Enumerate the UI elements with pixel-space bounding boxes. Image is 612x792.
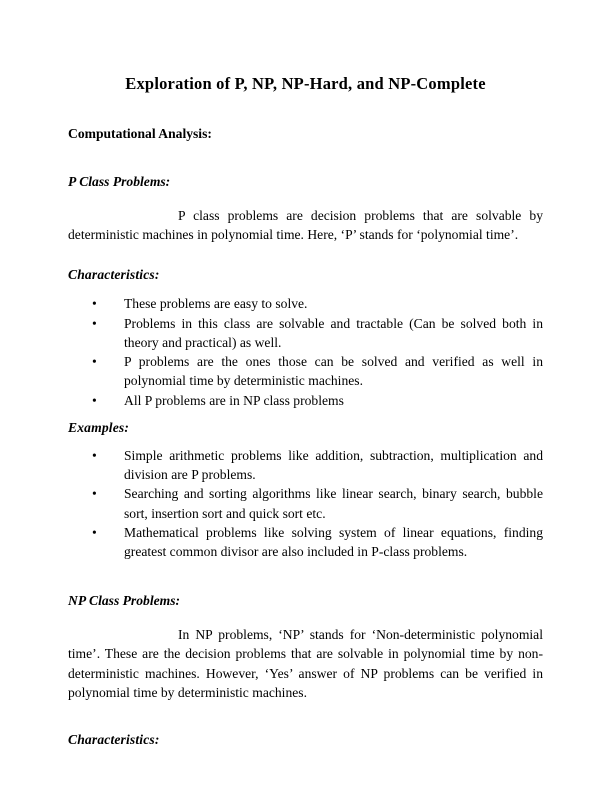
label-characteristics-np: Characteristics: bbox=[68, 732, 160, 748]
list-examples-p bbox=[68, 446, 543, 562]
list-item-text: • Searching and sorting algorithms like linear search, binary search, bubble sort, insertion sort and quick sort etc. bbox=[124, 486, 543, 521]
list-item bbox=[108, 314, 543, 353]
label-examples-p: Examples: bbox=[68, 420, 130, 436]
list-item-text: • These problems are easy to solve. bbox=[124, 296, 308, 312]
list-item-text: • P problems are the ones those can be solved and verified as well in polynomial time by deterministic machines. bbox=[124, 354, 543, 389]
spacer bbox=[68, 94, 543, 126]
list-item bbox=[108, 484, 543, 523]
paragraph-np-class-definition: In NP problems, ‘NP’ stands for ‘Non-deterministic polynomial time’. These are the decision problems that are solvable in polynomial time by non-deterministic machines. However, ‘Yes’ answer of NP problems can be verified in polynomial time by deterministic machines. bbox=[68, 627, 543, 700]
document-content bbox=[68, 0, 543, 748]
list-item-text: • Simple arithmetic problems like addition, subtraction, multiplication and division are P problems. bbox=[124, 447, 543, 482]
list-characteristics-p bbox=[68, 294, 543, 410]
label-characteristics-p: Characteristics: bbox=[68, 266, 160, 282]
paragraph-p-class-definition: P class problems are decision problems that are solvable by deterministic machines in polynomial time. Here, ‘P’ stands for ‘polynomial time’. bbox=[68, 208, 543, 243]
list-item bbox=[108, 391, 543, 410]
spacer bbox=[68, 410, 543, 420]
list-item-text: • All P problems are in NP class problems bbox=[124, 392, 344, 408]
list-item bbox=[108, 446, 543, 485]
subsection-heading-np-class-problems: NP Class Problems: bbox=[68, 593, 181, 609]
subsection-heading-p-class-problems: P Class Problems: bbox=[68, 174, 171, 190]
spacer bbox=[68, 141, 543, 174]
spacer bbox=[68, 245, 543, 267]
list-item-text: • Problems in this class are solvable and tractable (Can be solved both in theory and practical) as well. bbox=[124, 315, 543, 350]
spacer bbox=[68, 190, 543, 206]
list-item bbox=[108, 352, 543, 391]
page-title: Exploration of P, NP, NP-Hard, and NP-Complete bbox=[125, 74, 486, 93]
spacer bbox=[68, 282, 543, 294]
list-item bbox=[108, 294, 543, 313]
spacer bbox=[68, 436, 543, 446]
list-item-text: • Mathematical problems like solving system of linear equations, finding greatest common divisor are also included in P-class problems. bbox=[124, 524, 543, 560]
spacer bbox=[68, 561, 543, 593]
list-item bbox=[108, 523, 543, 562]
spacer bbox=[68, 702, 543, 732]
spacer bbox=[68, 609, 543, 625]
section-heading-computational-analysis: Computational Analysis: bbox=[68, 125, 212, 141]
